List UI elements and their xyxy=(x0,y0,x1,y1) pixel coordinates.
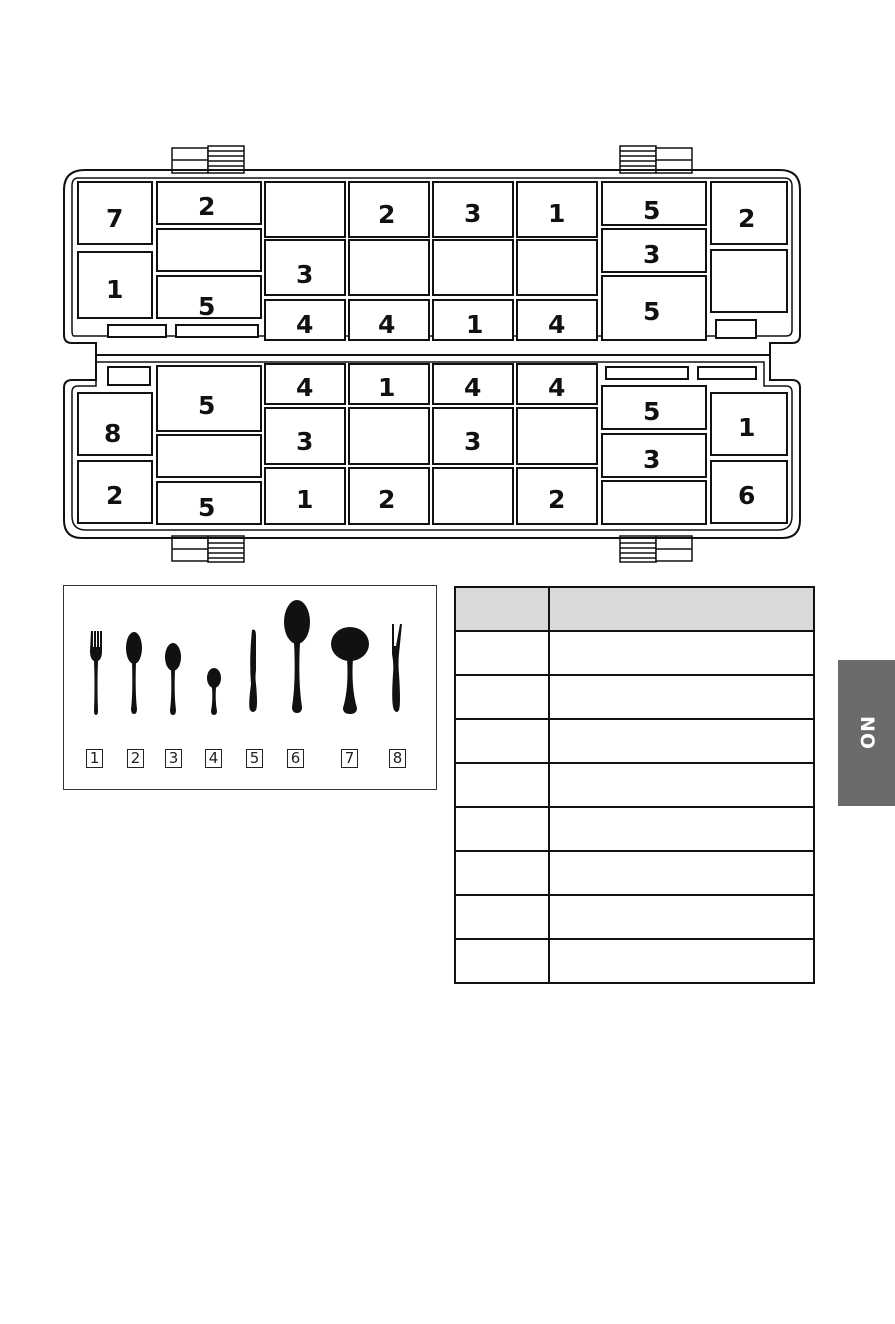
table-cell xyxy=(455,763,549,807)
table-cell xyxy=(455,939,549,983)
compartment-number: 4 xyxy=(296,373,314,402)
table-cell xyxy=(549,719,814,763)
language-tab xyxy=(838,660,895,806)
compartment-number: 1 xyxy=(378,373,396,402)
table-cell xyxy=(549,631,814,675)
compartment-number: 2 xyxy=(378,200,396,229)
compartment-number: 4 xyxy=(378,310,396,339)
compartment-number: 5 xyxy=(198,391,216,420)
table-row xyxy=(455,719,814,763)
table-header-row xyxy=(455,587,814,631)
language-tab-label: NO xyxy=(855,715,878,751)
cutlery-legend xyxy=(63,585,437,790)
compartment-number: 5 xyxy=(643,397,661,426)
compartment-number: 3 xyxy=(464,427,482,456)
key-table xyxy=(454,586,815,984)
teaspoon-icon xyxy=(207,668,221,715)
compartment-number: 8 xyxy=(104,419,122,448)
serving-spoon-icon xyxy=(284,600,310,713)
header-cell xyxy=(549,587,814,631)
ladle-icon xyxy=(331,627,369,714)
table-cell xyxy=(549,675,814,719)
table-cell xyxy=(455,719,549,763)
legend-number: 5 xyxy=(246,749,263,768)
compartment-number: 1 xyxy=(296,485,314,514)
table-cell xyxy=(455,675,549,719)
table-cell xyxy=(549,763,814,807)
legend-number: 7 xyxy=(341,749,358,768)
tablespoon-icon xyxy=(126,632,142,714)
knife-icon xyxy=(249,630,257,712)
compartment-number: 4 xyxy=(548,373,566,402)
compartment-number: 2 xyxy=(378,485,396,514)
compartment-number: 3 xyxy=(643,445,661,474)
compartment-number: 5 xyxy=(643,196,661,225)
compartment-number: 2 xyxy=(738,204,756,233)
table-cell xyxy=(455,895,549,939)
compartment-number: 5 xyxy=(198,493,216,522)
legend-number: 1 xyxy=(86,749,103,768)
dessert-spoon-icon xyxy=(165,643,181,715)
table-row xyxy=(455,763,814,807)
table-row xyxy=(455,807,814,851)
table-row xyxy=(455,939,814,983)
legend-number: 4 xyxy=(205,749,222,768)
cutlery-basket-diagram xyxy=(0,0,895,570)
fork-icon xyxy=(90,631,102,715)
compartment-number: 4 xyxy=(296,310,314,339)
compartment-number: 3 xyxy=(464,199,482,228)
legend-number: 6 xyxy=(287,749,304,768)
compartment-number: 6 xyxy=(738,481,756,510)
upper-compartments xyxy=(78,182,787,340)
compartment-number: 3 xyxy=(296,427,314,456)
compartment-number: 1 xyxy=(738,413,756,442)
compartment-number: 2 xyxy=(106,481,124,510)
compartment-number: 1 xyxy=(106,275,124,304)
table-cell xyxy=(455,807,549,851)
header-cell xyxy=(455,587,549,631)
compartment-number: 1 xyxy=(548,199,566,228)
compartment-number: 3 xyxy=(296,260,314,289)
compartment-number: 4 xyxy=(548,310,566,339)
table-cell xyxy=(455,631,549,675)
compartment-number: 5 xyxy=(643,297,661,326)
compartment-number: 2 xyxy=(198,192,216,221)
table-cell xyxy=(549,851,814,895)
table-cell xyxy=(455,851,549,895)
lower-compartments xyxy=(78,364,787,524)
table-cell xyxy=(549,939,814,983)
table-row xyxy=(455,895,814,939)
table-cell xyxy=(549,895,814,939)
compartment-number: 5 xyxy=(198,292,216,321)
table-row xyxy=(455,851,814,895)
compartment-number: 4 xyxy=(464,373,482,402)
compartment-number: 7 xyxy=(106,204,124,233)
legend-number: 8 xyxy=(389,749,406,768)
table-cell xyxy=(549,807,814,851)
table-row xyxy=(455,675,814,719)
compartment-number: 3 xyxy=(643,240,661,269)
compartment-number: 1 xyxy=(466,310,484,339)
compartment-number: 2 xyxy=(548,485,566,514)
legend-number: 3 xyxy=(165,749,182,768)
serving-fork-icon xyxy=(392,624,402,712)
table-row xyxy=(455,631,814,675)
legend-number: 2 xyxy=(127,749,144,768)
